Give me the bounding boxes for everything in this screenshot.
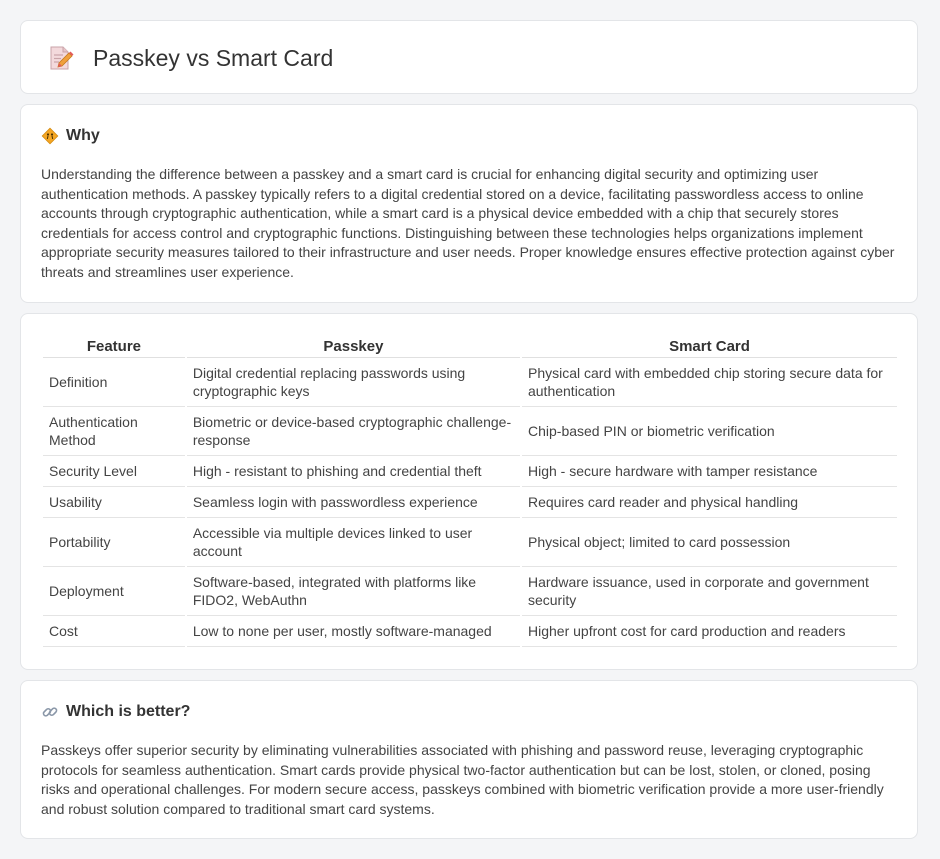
- passkey-cell: Low to none per user, mostly software-managed: [187, 616, 520, 647]
- link-icon: [41, 703, 59, 721]
- smart-card-cell: Hardware issuance, used in corporate and government security: [522, 567, 897, 616]
- better-heading-row: [41, 701, 190, 723]
- feature-cell: Usability: [43, 487, 185, 518]
- header-smart-card: Smart Card: [522, 336, 897, 358]
- page-title: Passkey vs Smart Card: [93, 44, 334, 71]
- diamond-road-sign-icon: [41, 127, 59, 145]
- better-heading: Which is better?: [66, 703, 191, 720]
- table-header-row: [43, 336, 897, 358]
- table-row: [43, 487, 897, 518]
- table-row: [43, 567, 897, 616]
- feature-cell: Definition: [43, 358, 185, 407]
- feature-cell: Deployment: [43, 567, 185, 616]
- why-heading-row: [41, 125, 100, 147]
- header-passkey: Passkey: [187, 336, 520, 358]
- table-row: [43, 456, 897, 487]
- passkey-cell: Digital credential replacing passwords using cryptographic keys: [187, 358, 520, 407]
- passkey-cell: High - resistant to phishing and credential theft: [187, 456, 520, 487]
- table-row: [43, 518, 897, 567]
- smart-card-cell: High - secure hardware with tamper resistance: [522, 456, 897, 487]
- table-row: [43, 616, 897, 647]
- smart-card-cell: Chip-based PIN or biometric verification: [522, 407, 897, 456]
- title-row: [45, 21, 333, 95]
- feature-cell: Security Level: [43, 456, 185, 487]
- better-section: [20, 680, 918, 839]
- passkey-cell: Software-based, integrated with platforms like FIDO2, WebAuthn: [187, 567, 520, 616]
- smart-card-cell: Requires card reader and physical handling: [522, 487, 897, 518]
- comparison-table: [41, 336, 899, 647]
- passkey-cell: Biometric or device-based cryptographic challenge-response: [187, 407, 520, 456]
- feature-cell: Authentication Method: [43, 407, 185, 456]
- feature-cell: Cost: [43, 616, 185, 647]
- smart-card-cell: Higher upfront cost for card production and readers: [522, 616, 897, 647]
- better-paragraph: Passkeys offer superior security by eliminating vulnerabilities associated with phishing and password reuse, leveraging cryptographic protocols for seamless authentication. Smart cards provide physical two-factor authentication but can be lost, stolen, or cloned, posing risks and operational challenges. For modern secure access, passkeys combined with biometric verification provide a more user-friendly and robust solution compared to traditional smart card systems.: [41, 742, 884, 817]
- feature-cell: Portability: [43, 518, 185, 567]
- table-row: [43, 358, 897, 407]
- document-pencil-icon: [45, 43, 75, 73]
- passkey-cell: Seamless login with passwordless experience: [187, 487, 520, 518]
- title-card: [20, 20, 918, 94]
- why-heading: Why: [66, 127, 100, 144]
- smart-card-cell: Physical object; limited to card possession: [522, 518, 897, 567]
- table-row: [43, 407, 897, 456]
- comparison-section: [20, 313, 918, 670]
- passkey-cell: Accessible via multiple devices linked to user account: [187, 518, 520, 567]
- header-feature: Feature: [43, 336, 185, 358]
- smart-card-cell: Physical card with embedded chip storing secure data for authentication: [522, 358, 897, 407]
- why-paragraph: Understanding the difference between a passkey and a smart card is crucial for enhancing digital security and optimizing user authentication methods. A passkey typically refers to a digital credential stored on a device, facilitating passwordless access to online accounts through cryptographic authentication, while a smart card is a physical device embedded with a chip that securely stores credentials for access control and cryptographic functions. Distinguishing between these technologies helps organizations implement appropriate security measures tailored to their infrastructure and user needs. Proper knowledge ensures effective protection against cyber threats and streamlines user experience.: [41, 166, 895, 280]
- why-section: [20, 104, 918, 303]
